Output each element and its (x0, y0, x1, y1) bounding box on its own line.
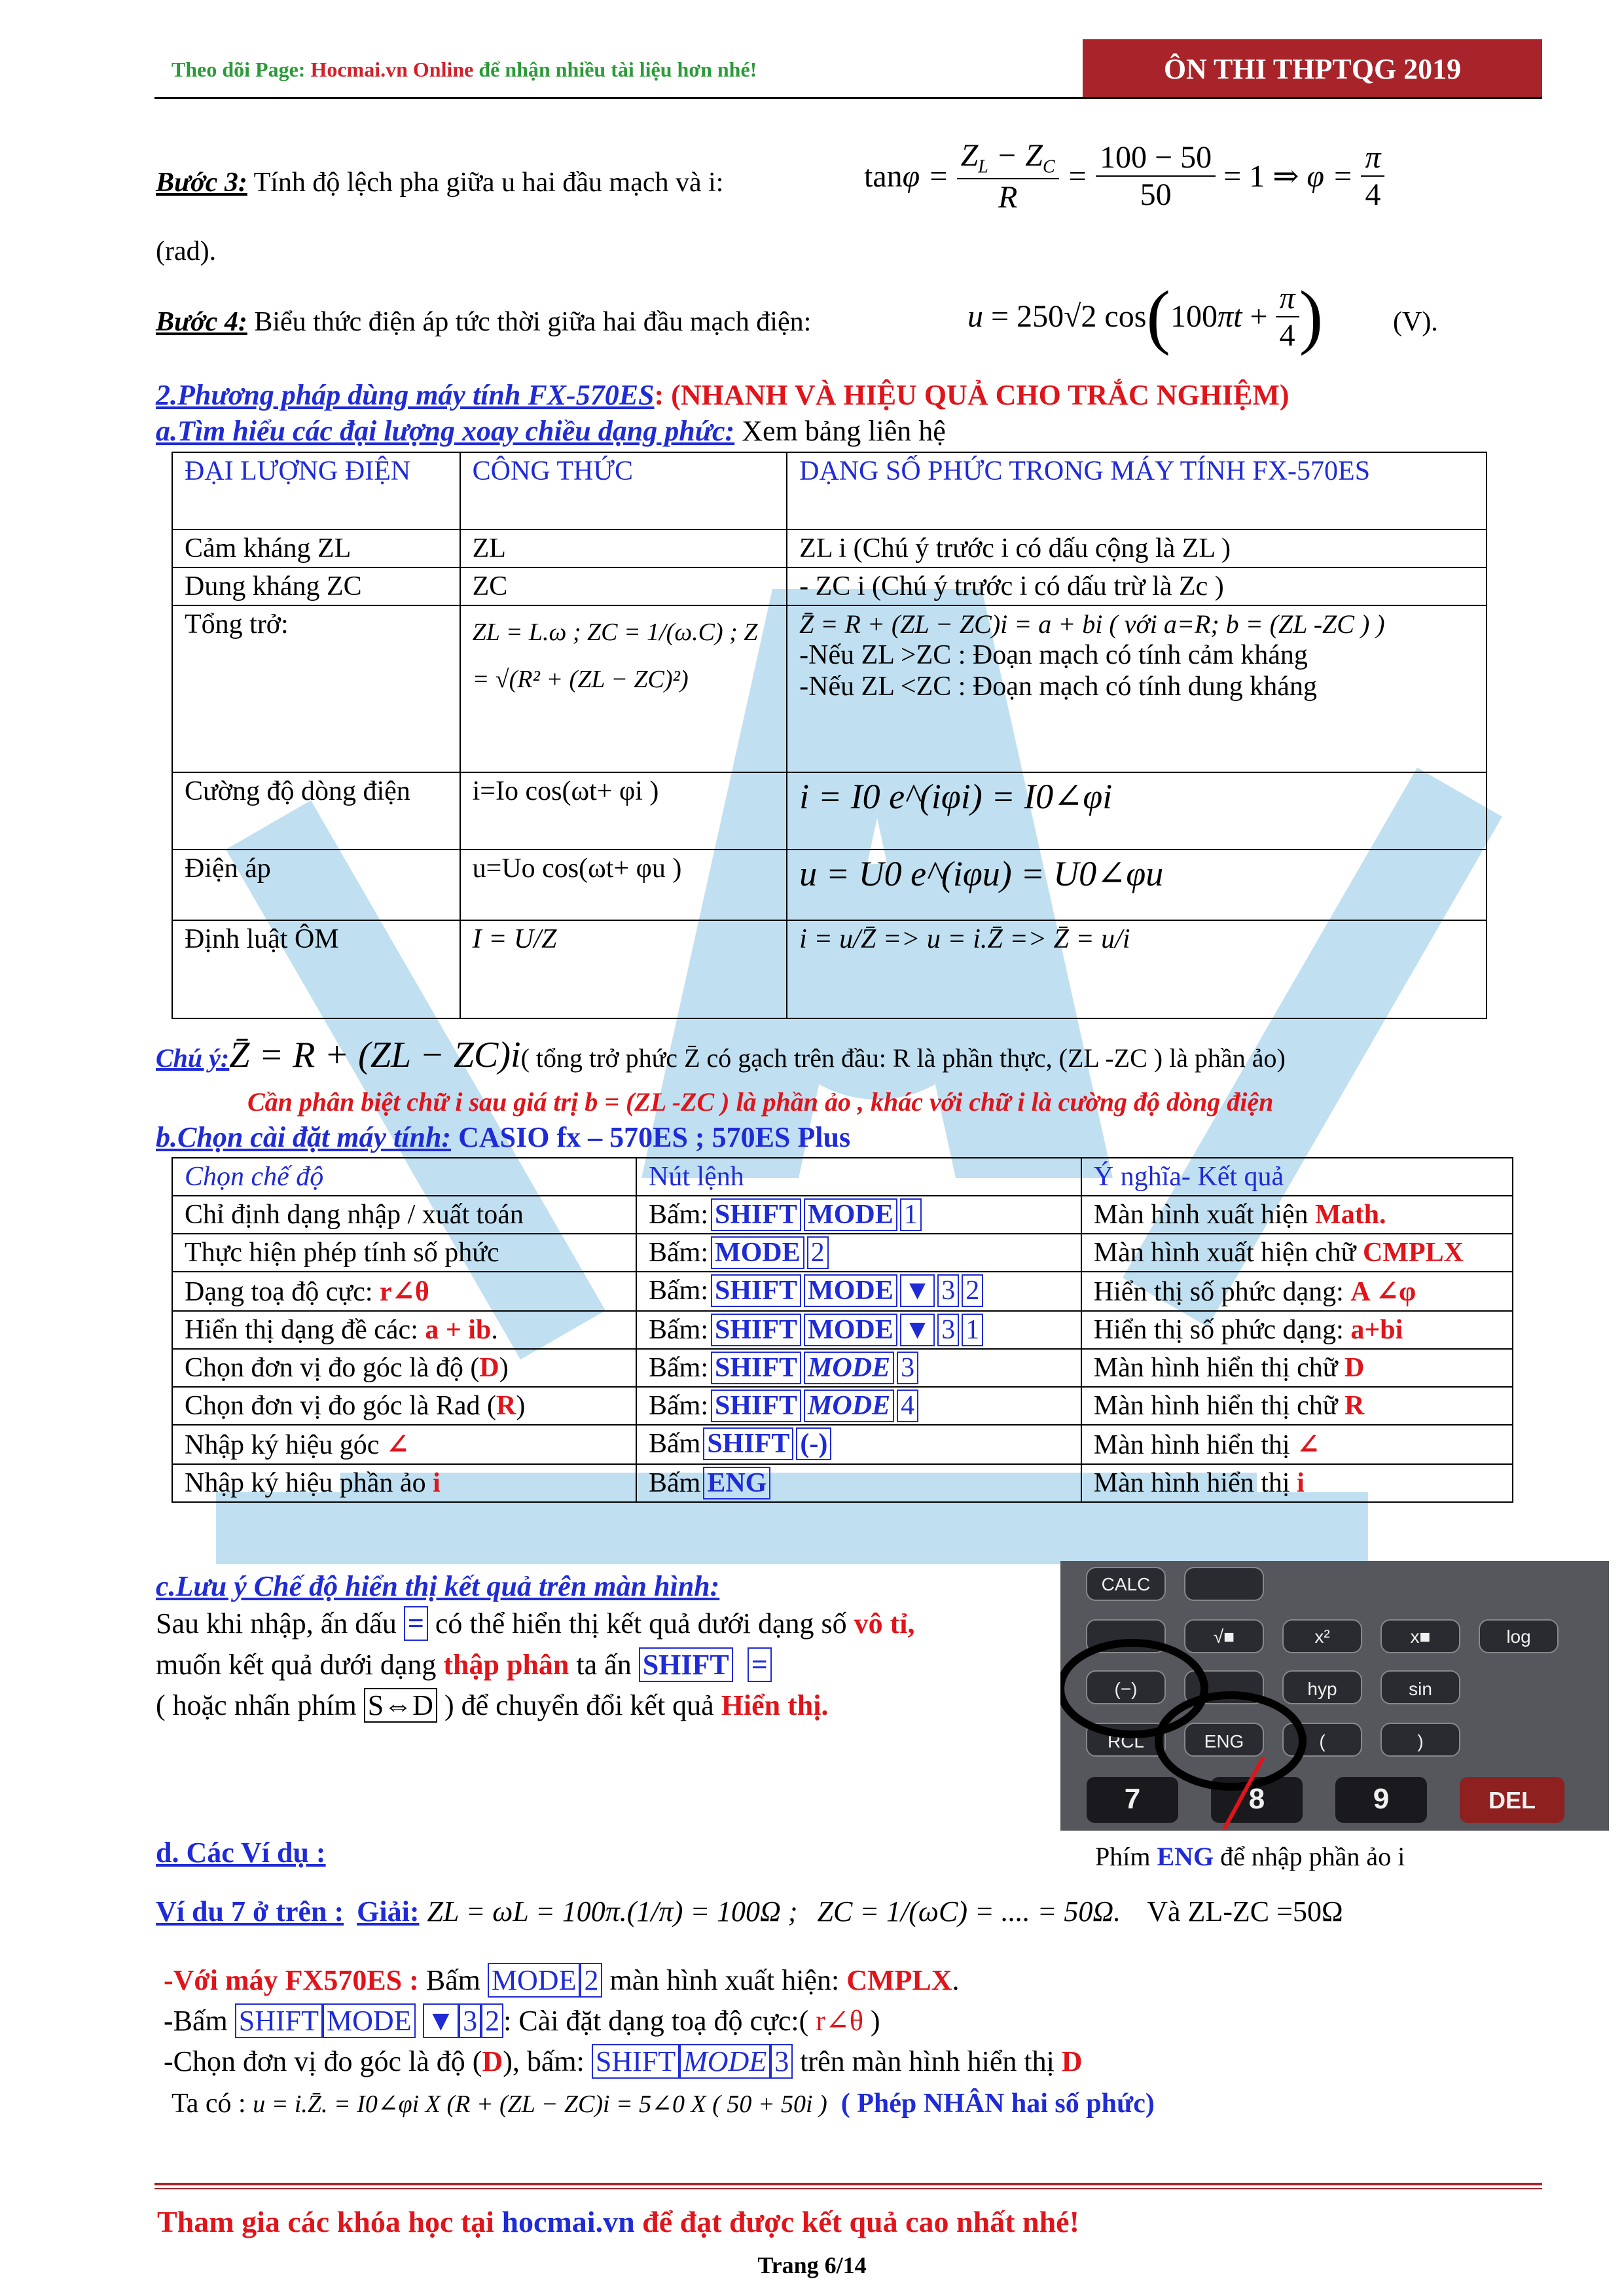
l1-tail: . (952, 1964, 960, 1996)
example-label: Ví du 7 ở trên : (156, 1895, 344, 1928)
display-highlight: Hiển thị. (721, 1689, 829, 1721)
example-line1 (164, 1964, 960, 1997)
keys-cell (636, 1349, 1081, 1387)
press-label: Bấm: (649, 1353, 708, 1383)
l4-a: Ta có : (171, 2089, 253, 2119)
step3-unit: (rad). (156, 236, 217, 266)
calculator-key[interactable]: 4 (897, 1390, 918, 1422)
sub-c-line1-a: Sau khi nhập, ấn dấu (156, 1607, 404, 1640)
table-row (172, 1425, 1513, 1464)
sub-d-title: d. Các Ví dụ : (156, 1837, 326, 1869)
sub-b-model: CASIO fx – 570ES ; 570ES Plus (451, 1121, 851, 1153)
shift-key[interactable]: SHIFT (639, 1647, 733, 1682)
current-complex-cell: i = I0 e^(iφi) = I0∠φi (787, 772, 1487, 850)
press-label: Bấm: (649, 1238, 708, 1268)
page-number: Trang 6/14 (757, 2252, 867, 2278)
key-2[interactable]: 2 (481, 2003, 503, 2038)
table1-cell: Cảm kháng ZL (172, 529, 460, 567)
step4-row (156, 306, 811, 338)
shift-key[interactable]: SHIFT (235, 2003, 323, 2038)
mode-tail: ) (516, 1391, 526, 1421)
table1-cell: ZL (460, 529, 787, 567)
follow-prefix: Theo dõi Page: (171, 58, 311, 81)
table1-header-quantity: ĐẠI LƯỢNG ĐIỆN (172, 452, 460, 529)
keys-cell (636, 1196, 1081, 1234)
svg-text:x■: x■ (1410, 1626, 1431, 1647)
impedance-formula-cell: ZL = L.ω ; ZC = 1/(ω.C) ; Z = √(R² + (ZL − ZC)²) (460, 605, 787, 772)
table1-cell: Điện áp (172, 850, 460, 920)
calculator-key[interactable]: 1 (962, 1314, 983, 1346)
sub-c-title: c.Lưu ý Chế độ hiển thị kết quả trên màn hình: (156, 1570, 720, 1602)
calculator-key[interactable]: SHIFT (703, 1427, 793, 1460)
mode-cell (172, 1311, 636, 1349)
table-row (172, 1387, 1513, 1425)
table-row (172, 772, 1487, 850)
l2-a: - (164, 2005, 173, 2037)
section2-subtitle: : (NHANH VÀ HIỆU QUẢ CHO TRẮC NGHIỆM) (654, 379, 1290, 411)
calculator-key[interactable]: MODE (804, 1198, 897, 1231)
section2-sub-a (156, 414, 946, 448)
note-capacitive: -Nếu ZL <ZC : Đoạn mạch có tính dung kháng (799, 672, 1317, 702)
table-row (172, 1349, 1513, 1387)
follow-suffix: để nhận nhiều tài liệu hơn nhé! (473, 58, 757, 81)
keys-cell (636, 1387, 1081, 1425)
press-label: Bấm: (649, 1391, 708, 1421)
table1-cell: u=Uo cos(ωt+ φu ) (460, 850, 787, 920)
l2-d: ) (863, 2005, 880, 2037)
mode-text: Nhập ký hiệu phần ảo (185, 1468, 433, 1498)
step3-text: Tính độ lệch pha giữa u hai đầu mạch và i: (247, 168, 724, 198)
table2-header-row (172, 1158, 1513, 1196)
press-label: Bấm (649, 1468, 701, 1498)
calculator-key[interactable]: ENG (703, 1467, 770, 1499)
calculator-key[interactable]: SHIFT (711, 1274, 801, 1307)
table-row (172, 850, 1487, 920)
result-text: Màn hình hiển thị chữ (1093, 1391, 1344, 1421)
l1-a: -Với máy FX570ES : (164, 1964, 426, 1996)
mode-highlight: i (433, 1468, 441, 1498)
mode-cell (172, 1464, 636, 1502)
result-cell (1081, 1272, 1513, 1311)
mode-key[interactable]: MODE (323, 2003, 416, 2038)
example7-row (156, 1895, 1343, 1928)
svg-text:log: log (1506, 1626, 1531, 1647)
keys-cell (636, 1425, 1081, 1464)
table-row (172, 1196, 1513, 1234)
mode-cell (172, 1425, 636, 1464)
keys-cell (636, 1234, 1081, 1272)
result-highlight: A ∠φ (1350, 1277, 1416, 1307)
table1-header-formula: CÔNG THỨC (460, 452, 787, 529)
sub-c-line2-b: ta ấn (569, 1649, 639, 1681)
calculator-key[interactable]: 1 (900, 1198, 922, 1231)
calculator-key[interactable]: ▼ (900, 1314, 935, 1346)
decimal-highlight: thập phân (443, 1649, 569, 1681)
mode-tail: ) (499, 1353, 509, 1383)
svg-text:(−): (−) (1114, 1679, 1138, 1699)
svg-text:hyp: hyp (1307, 1679, 1337, 1699)
result-text: Hiển thị số phức dạng: (1093, 1315, 1351, 1345)
keys-cell (636, 1311, 1081, 1349)
exam-title-badge: ÔN THI THPTQG 2019 (1083, 39, 1542, 98)
follow-page-link[interactable]: Hocmai.vn Online (310, 58, 474, 81)
sd-key[interactable]: S⇔D (364, 1688, 437, 1723)
svg-text:√■: √■ (1213, 1626, 1235, 1647)
table2-header-keys: Nút lệnh (636, 1158, 1081, 1196)
table1-header-row (172, 452, 1487, 529)
result-cell (1081, 1464, 1513, 1502)
mode-tail: . (491, 1315, 498, 1345)
pi-symbol: π (1361, 139, 1384, 177)
l3-d: D (482, 2045, 503, 2077)
mode-text: Nhập ký hiệu góc (185, 1430, 386, 1460)
svg-text:sin: sin (1409, 1679, 1432, 1699)
table1-cell: i=Io cos(ωt+ φi ) (460, 772, 787, 850)
ohm-law-complex-cell: i = u/Z̄ => u = i.Z̄ => Z̄ = u/i (787, 920, 1487, 1018)
mode-cell (172, 1272, 636, 1311)
l1-b: Bấm (425, 1964, 488, 1996)
keys-cell (636, 1464, 1081, 1502)
note1-label: Chú ý: (156, 1043, 230, 1073)
mode-highlight: r∠θ (380, 1277, 429, 1307)
result-cell (1081, 1311, 1513, 1349)
press-label: Bấm: (649, 1315, 708, 1345)
result-highlight: a+bi (1350, 1315, 1403, 1345)
four-denominator: 4 (1365, 177, 1381, 213)
footer-cta (157, 2204, 1079, 2239)
result-highlight: Math. (1315, 1200, 1386, 1230)
mode-cell (172, 1196, 636, 1234)
calculator-key[interactable]: 3 (937, 1274, 959, 1307)
mode-text: Chọn đơn vị đo góc là độ ( (185, 1353, 480, 1383)
press-label: Bấm (649, 1429, 701, 1459)
sub-c-line3-b: ) để chuyển đổi kết quả (437, 1689, 721, 1721)
mode-text: Chỉ định dạng nhập / xuất toán (185, 1200, 524, 1230)
zc-formula: ZC = 1/(ωC) = .... = 50Ω. (817, 1895, 1121, 1928)
result-text: Màn hình hiển thị chữ (1093, 1353, 1344, 1383)
sub-a-note: Xem bảng liên hệ (734, 415, 946, 447)
impedance-complex-formula: Z̄ = R + (ZL − ZC)i = a + bi ( với a=R; b = (ZL -ZC ) ) (799, 609, 1385, 639)
result-highlight: i (1297, 1468, 1305, 1498)
solve-label: Giải: (357, 1895, 420, 1928)
calculator-key[interactable]: 3 (897, 1352, 918, 1384)
press-label: Bấm: (649, 1200, 708, 1230)
result-highlight: D (1344, 1353, 1365, 1383)
svg-text:(: ( (1319, 1731, 1326, 1751)
table-row (172, 1234, 1513, 1272)
sub-a-title: a.Tìm hiểu các đại lượng xoay chiều dạng phức: (156, 415, 735, 447)
frac-denominator: 50 (1140, 177, 1172, 213)
svg-text:7: 7 (1124, 1783, 1141, 1815)
table1-cell: Tổng trở: (172, 605, 460, 772)
step3-formula: tan φ = $\frac{Z_L - Z_C}{R}$ = $\frac{100 - 50}{50}$ = 1 ⇒ φ = $\frac{\pi}{4}$ (864, 137, 1384, 215)
l2-polar: r∠θ (816, 2005, 863, 2037)
step4-unit: (V). (1393, 307, 1438, 337)
shift-key[interactable]: SHIFT (592, 2044, 679, 2079)
l1-cmplx: CMPLX (846, 1964, 952, 1996)
svg-text:DEL: DEL (1489, 1787, 1536, 1814)
section2-title (156, 378, 1290, 412)
result-highlight: ∠ (1297, 1430, 1320, 1460)
footer-divider (154, 2183, 1542, 2185)
table1-cell: Dung kháng ZC (172, 567, 460, 605)
result-highlight: CMPLX (1362, 1238, 1464, 1268)
l3-d-display: D (1061, 2045, 1083, 2077)
step4-label: Bước 4: (156, 307, 247, 337)
calculator-keys-illustration (1060, 1561, 1609, 1831)
calculator-key[interactable]: 2 (807, 1236, 829, 1269)
l2-c: : Cài đặt dạng toạ độ cực:( (503, 2005, 816, 2037)
step3-row (156, 167, 723, 198)
result-highlight: R (1344, 1391, 1365, 1421)
mode-highlight: ∠ (386, 1430, 410, 1460)
svg-text:9: 9 (1373, 1783, 1390, 1815)
l3-c: trên màn hình hiển thị (793, 2045, 1062, 2077)
mode-cell (172, 1234, 636, 1272)
calculator-key[interactable]: MODE (804, 1390, 894, 1422)
step4-text: Biểu thức điện áp tức thời giữa hai đầu mạch điện: (247, 307, 812, 337)
l1-c: màn hình xuất hiện: (602, 1964, 847, 1996)
sub-c-line2 (156, 1648, 772, 1681)
complex-quantities-table (171, 452, 1487, 1019)
calculator-key[interactable]: SHIFT (711, 1390, 801, 1422)
table-row (172, 1464, 1513, 1502)
table-row (172, 920, 1487, 1018)
result-text: Hiển thị số phức dạng: (1093, 1277, 1351, 1307)
l3-a: -Chọn đơn vị đo góc là độ ( (164, 2045, 482, 2077)
table-row (172, 605, 1487, 772)
svg-text:ENG: ENG (1204, 1731, 1244, 1751)
mode-key[interactable]: MODE (488, 1963, 581, 1998)
result-cell (1081, 1196, 1513, 1234)
example-line4 (171, 2088, 1155, 2119)
footer-text-a: Tham gia các khóa học tại (157, 2205, 502, 2238)
header-divider (154, 97, 1542, 99)
calculator-key[interactable]: 3 (937, 1314, 959, 1346)
result-text: Màn hình xuất hiện (1093, 1200, 1316, 1230)
svg-text:): ) (1417, 1731, 1424, 1751)
l2-b: Bấm (173, 2005, 235, 2037)
table-row (172, 1272, 1513, 1311)
table1-cell: ZC (460, 567, 787, 605)
result-text: Màn hình hiển thị (1093, 1430, 1297, 1460)
note1-formula: Z̄ = R + (ZL − ZC)i (229, 1035, 521, 1075)
sub-c-line1-b: có thể hiển thị kết quả dưới dạng số (427, 1607, 854, 1640)
mode-text: Hiển thị dạng đề các: (185, 1315, 425, 1345)
sub-c-line2-a: muốn kết quả dưới dạng (156, 1649, 444, 1681)
table-row (172, 529, 1487, 567)
equals-key[interactable]: = (748, 1647, 772, 1682)
sub-c-line1 (156, 1607, 915, 1640)
svg-text:8: 8 (1248, 1783, 1265, 1815)
table1-cell: ZL i (Chú ý trước i có dấu cộng là ZL ) (787, 529, 1487, 567)
note1-row (156, 1034, 1286, 1076)
note1-warning: Cần phân biệt chữ i sau giá trị b = (ZL -ZC ) là phần ảo , khác với chữ i là cường độ dòng điện (247, 1087, 1274, 1117)
calculator-caption (1095, 1841, 1405, 1872)
mode-highlight: R (496, 1391, 516, 1421)
table1-header-complex-form: DẠNG SỐ PHỨC TRONG MÁY TÍNH FX-570ES (787, 452, 1487, 529)
l4-note: ( Phép NHÂN hai số phức) (840, 2089, 1155, 2119)
section2-title-text: 2.Phương pháp dùng máy tính FX-570ES (156, 379, 655, 411)
table-row (172, 1311, 1513, 1349)
ohm-law-cell: I = U/Z (460, 920, 787, 1018)
header-follow-text (171, 58, 757, 82)
sub-c-line3-a: ( hoặc nhấn phím (156, 1689, 364, 1721)
table1-cell: Định luật ÔM (172, 920, 460, 1018)
caption-eng: ENG (1157, 1842, 1214, 1871)
table-row (172, 567, 1487, 605)
mode-text: Thực hiện phép tính số phức (185, 1238, 499, 1268)
result-cell (1081, 1425, 1513, 1464)
step3-label: Bước 3: (156, 168, 247, 198)
result-cell (1081, 1387, 1513, 1425)
footer-divider-thin (154, 2188, 1542, 2189)
zl-formula: ZL = ωL = 100π.(1/π) = 100Ω ; (427, 1895, 798, 1928)
example-line2 (164, 2004, 880, 2037)
sub-b-title: b.Chọn cài đặt máy tính: (156, 1121, 452, 1153)
footer-text-b: để đạt được kết quả cao nhất nhé! (634, 2205, 1079, 2238)
example-line3 (164, 2045, 1083, 2078)
mode-highlight: D (479, 1353, 499, 1383)
calculator-key[interactable]: SHIFT (711, 1198, 801, 1231)
calculator-key[interactable]: (-) (796, 1427, 831, 1460)
impedance-complex-cell (787, 605, 1487, 772)
key-3[interactable]: 3 (770, 2044, 793, 2079)
note-inductive: -Nếu ZL >ZC : Đoạn mạch có tính cảm kháng (799, 640, 1308, 670)
result-cell (1081, 1234, 1513, 1272)
svg-text:x²: x² (1314, 1626, 1330, 1647)
result-text: Màn hình xuất hiện chữ (1093, 1238, 1363, 1268)
calculator-key[interactable]: MODE (804, 1314, 897, 1346)
press-label: Bấm: (649, 1276, 708, 1306)
calculator-key[interactable]: MODE (804, 1352, 894, 1384)
zl-zc-diff: Và ZL-ZC =50Ω (1147, 1895, 1343, 1928)
equals-key[interactable]: = (404, 1606, 428, 1641)
irrational-highlight: vô tỉ, (854, 1607, 915, 1640)
l3-b: ), bấm: (503, 2045, 592, 2077)
calculator-settings-table (171, 1157, 1513, 1503)
table2-header-result: Ý nghĩa- Kết quả (1081, 1158, 1513, 1196)
down-arrow-key[interactable]: ▼ (423, 2003, 460, 2038)
key-3[interactable]: 3 (459, 2003, 481, 2038)
table1-cell: Cường độ dòng điện (172, 772, 460, 850)
calculator-key[interactable]: MODE (711, 1236, 804, 1269)
table1-cell: - ZC i (Chú ý trước i có dấu trừ là Zc ) (787, 567, 1487, 605)
step4-formula: u = 250√2 cos ( 100 πt + $\frac{\pi}{4}$ ) (967, 276, 1324, 356)
mode-cell (172, 1349, 636, 1387)
mode-text: Dạng toạ độ cực: (185, 1277, 380, 1307)
svg-text:RCL: RCL (1107, 1731, 1145, 1751)
calculator-photo (1060, 1561, 1609, 1831)
mode-highlight: a + ib (425, 1315, 492, 1345)
caption-b: để nhập phần ảo i (1214, 1842, 1405, 1871)
caption-a: Phím (1095, 1842, 1157, 1871)
calculator-key[interactable]: ▼ (900, 1274, 935, 1307)
result-cell (1081, 1349, 1513, 1387)
keys-cell (636, 1272, 1081, 1311)
calc-key-label: CALC (1101, 1574, 1151, 1594)
frac-numerator: 100 − 50 (1096, 139, 1216, 177)
calculator-key[interactable]: SHIFT (711, 1352, 801, 1384)
l4-formula: u = i.Z̄. = I0∠φi X (R + (ZL − ZC)i = 5∠0 X ( 50 + 50i ) (253, 2090, 827, 2118)
sub-c-line3 (156, 1689, 829, 1722)
key-2[interactable]: 2 (580, 1963, 602, 1998)
sub-b-row (156, 1121, 850, 1154)
mode-text: Chọn đơn vị đo góc là Rad ( (185, 1391, 496, 1421)
calculator-key[interactable]: MODE (804, 1274, 897, 1307)
calculator-key[interactable]: SHIFT (711, 1314, 801, 1346)
mode-key[interactable]: MODE (679, 2044, 770, 2079)
result-text: Màn hình hiển thị (1093, 1468, 1297, 1498)
calculator-key[interactable]: 2 (962, 1274, 983, 1307)
mode-cell (172, 1387, 636, 1425)
footer-link[interactable]: hocmai.vn (501, 2205, 635, 2238)
voltage-complex-cell: u = U0 e^(iφu) = U0∠φu (787, 850, 1487, 920)
table2-header-mode: Chọn chế độ (172, 1158, 636, 1196)
note1-text: ( tổng trở phức Z̄ có gạch trên đầu: R là phần thực, (ZL -ZC ) là phần ảo) (520, 1043, 1286, 1073)
